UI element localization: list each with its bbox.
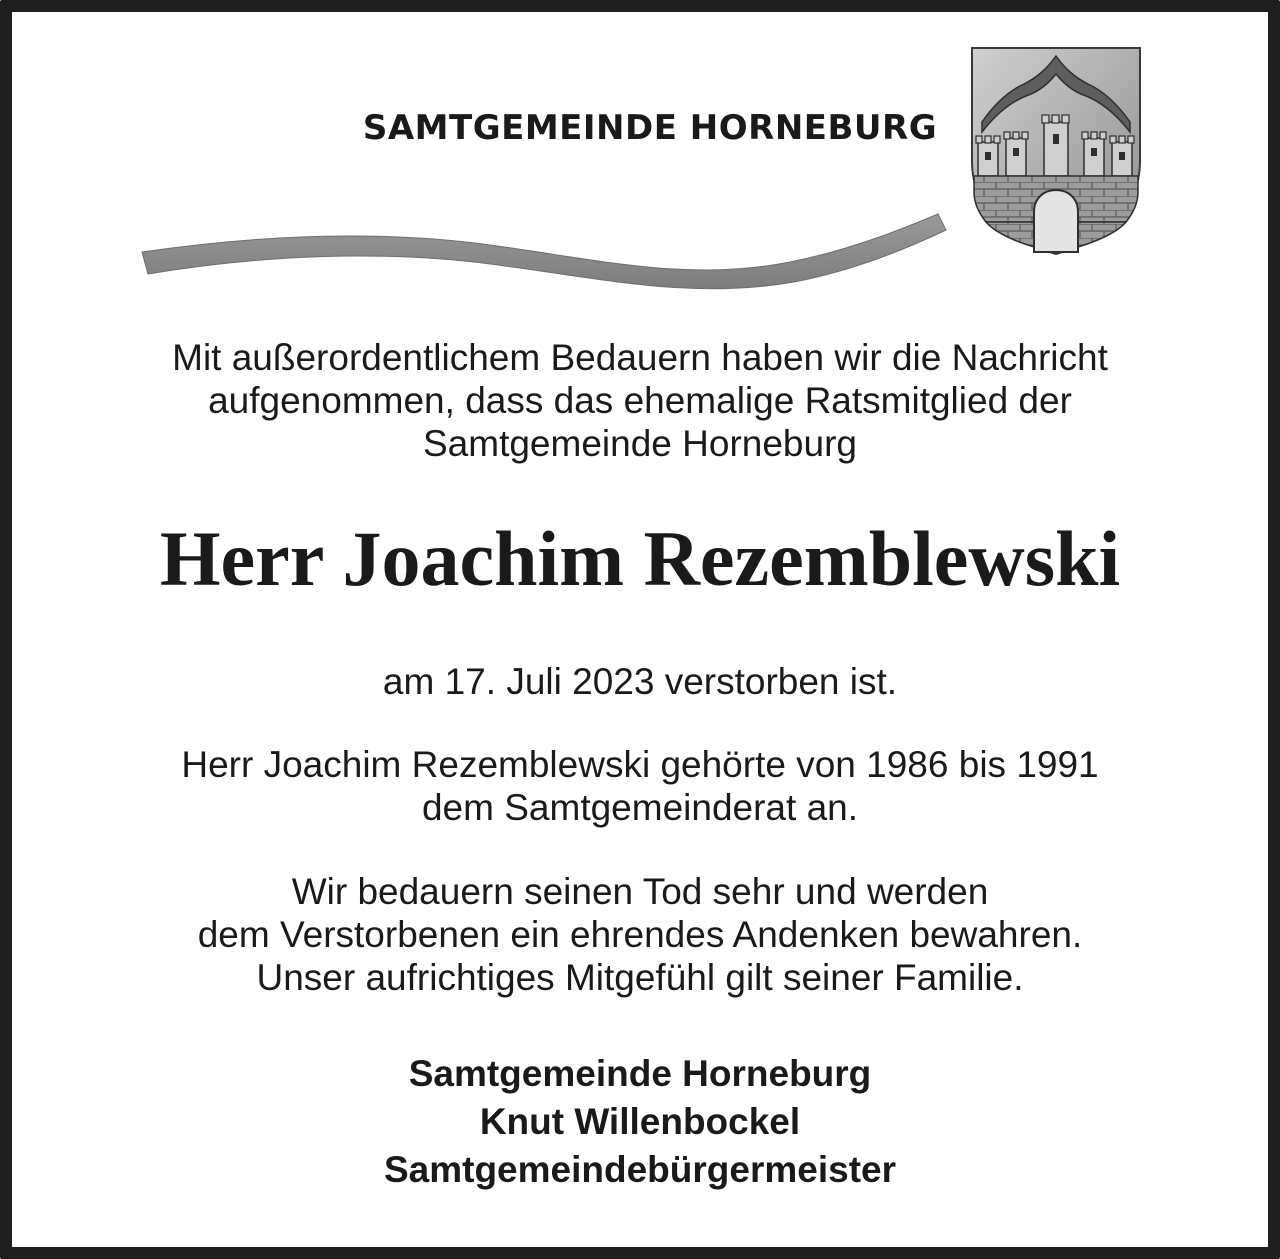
signature-block [60, 1050, 1220, 1194]
membership-text [60, 743, 1220, 829]
intro-line: aufgenommen, dass das ehemalige Ratsmitglied der [208, 380, 1072, 421]
signature-organization: Samtgemeinde Horneburg [408, 1053, 872, 1094]
river-wave-icon [130, 200, 960, 300]
intro-text [60, 336, 1220, 465]
organization-header: SAMTGEMEINDE HORNEBURG [362, 108, 938, 148]
condolence-text [60, 870, 1220, 999]
condolence-line: dem Verstorbenen ein ehrendes Andenken bewahren. [197, 914, 1083, 955]
intro-line: Samtgemeinde Horneburg [423, 423, 857, 464]
death-date-text: am 17. Juli 2023 verstorben ist. [382, 661, 898, 702]
membership-line: dem Samtgemeinderat an. [421, 787, 858, 828]
signature-person: Knut Willenbockel [479, 1101, 801, 1142]
intro-line: Mit außerordentlichem Bedauern haben wir die Nachricht [172, 337, 1108, 378]
membership-line: Herr Joachim Rezemblewski gehörte von 1986 bis 1991 [181, 744, 1099, 785]
signature-role: Samtgemeindebürgermeister [383, 1149, 896, 1190]
condolence-line: Wir bedauern seinen Tod sehr und werden [291, 871, 989, 912]
horneburg-coat-of-arms-icon [966, 42, 1146, 257]
deceased-name: Herr Joachim Rezemblewski [159, 515, 1121, 602]
condolence-line: Unser aufrichtiges Mitgefühl gilt seiner Familie. [256, 957, 1024, 998]
